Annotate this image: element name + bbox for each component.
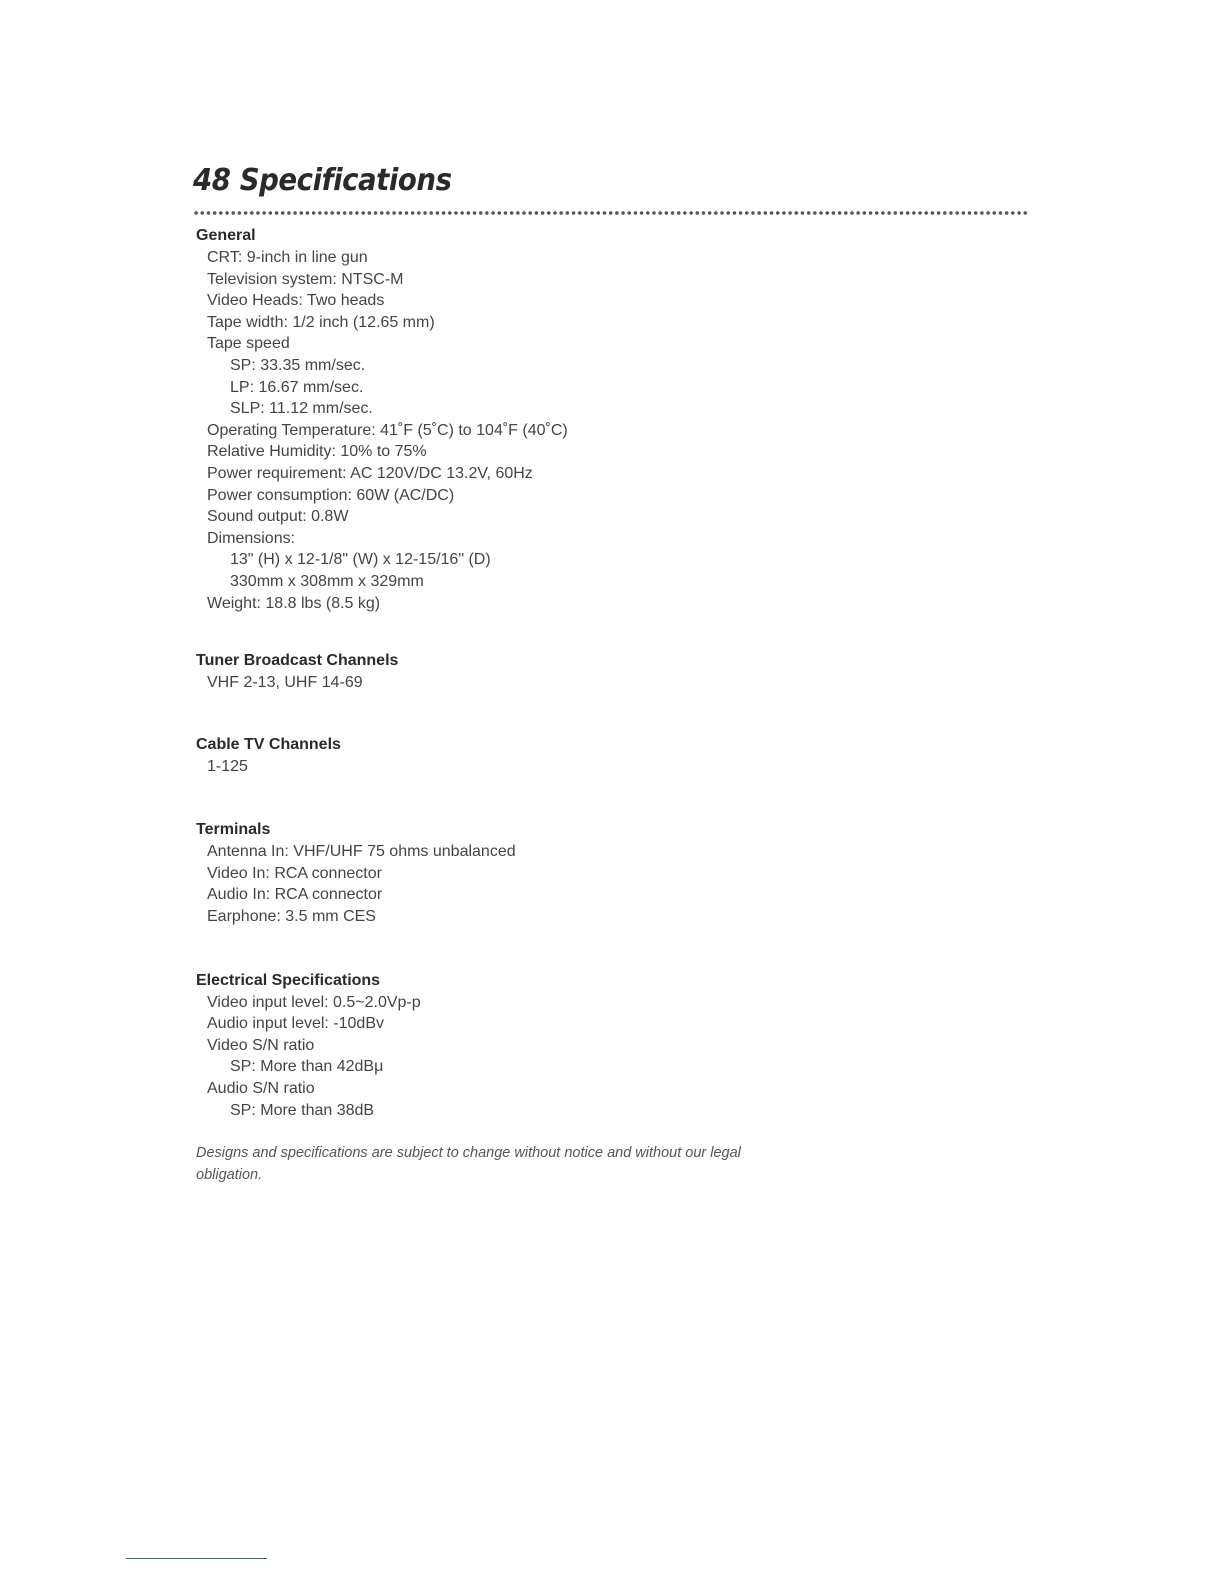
general-spec-line: Tape speed: [207, 335, 290, 353]
page-number: 48: [193, 163, 231, 198]
general-spec-line: CRT: 9-inch in line gun: [207, 249, 368, 266]
footer-rule: [126, 1558, 267, 1559]
electrical-spec-line: Video input level: 0.5~2.0Vp-p: [207, 993, 421, 1011]
cable-line: 1-125: [207, 757, 248, 775]
general-section: [196, 225, 1016, 614]
terminal-line: Audio In: RCA connector: [207, 886, 383, 904]
electrical-spec-line: SP: More than 38dB: [230, 1101, 375, 1119]
general-spec-line: Weight: 18.8 lbs (8.5 kg): [207, 594, 381, 612]
page-title: Specifications: [239, 163, 452, 198]
general-spec-line: Operating Temperature: 41˚F (5˚C) to 104˚F (40˚C): [207, 421, 568, 439]
general-spec-line: 13" (H) x 12-1/8" (W) x 12-15/16" (D): [230, 551, 491, 569]
electrical-spec-line: Audio S/N ratio: [207, 1080, 315, 1098]
section-title-cable: Cable TV Channels: [196, 735, 341, 753]
general-spec-line: Power requirement: AC 120V/DC 13.2V, 60Hz: [207, 464, 533, 482]
general-spec-line: Sound output: 0.8W: [207, 508, 349, 526]
general-spec-line: Relative Humidity: 10% to 75%: [207, 443, 427, 461]
tuner-line: VHF 2-13, UHF 14-69: [207, 674, 363, 692]
electrical-section: [196, 970, 1016, 1122]
electrical-spec-line: Video S/N ratio: [207, 1036, 315, 1054]
general-spec-line: SLP: 11.12 mm/sec.: [230, 400, 373, 418]
tuner-section: [196, 650, 1016, 694]
spec-content: [196, 225, 1016, 1186]
general-spec-line: Television system: NTSC-M: [207, 270, 404, 288]
section-title-general: General: [196, 227, 256, 244]
electrical-lines: [196, 992, 1016, 1122]
page-header: [193, 163, 452, 198]
general-spec-line: Tape width: 1/2 inch (12.65 mm): [207, 313, 435, 331]
electrical-spec-line: SP: More than 42dBμ: [230, 1058, 384, 1076]
general-spec-line: Video Heads: Two heads: [207, 292, 385, 310]
disclaimer-note: Designs and specifications are subject to change without notice and without our legal obligation.: [196, 1145, 741, 1183]
cable-section: [196, 734, 1016, 778]
terminal-line: Earphone: 3.5 mm CES: [207, 908, 376, 926]
general-spec-line: Power consumption: 60W (AC/DC): [207, 486, 455, 504]
section-title-electrical: Electrical Specifications: [196, 971, 381, 989]
section-title-terminals: Terminals: [196, 821, 271, 839]
electrical-spec-line: Audio input level: -10dBv: [207, 1015, 384, 1033]
dotted-divider: [193, 210, 1027, 216]
general-spec-line: Dimensions:: [207, 529, 296, 547]
general-spec-line: 330mm x 308mm x 329mm: [230, 572, 424, 590]
terminal-line: Antenna In: VHF/UHF 75 ohms unbalanced: [207, 843, 516, 861]
terminal-line: Video In: RCA connector: [207, 864, 382, 882]
section-title-tuner: Tuner Broadcast Channels: [196, 652, 399, 670]
general-spec-line: SP: 33.35 mm/sec.: [230, 356, 366, 374]
general-spec-line: LP: 16.67 mm/sec.: [230, 378, 364, 396]
terminals-section: [196, 819, 1016, 927]
general-lines: [196, 247, 1016, 614]
